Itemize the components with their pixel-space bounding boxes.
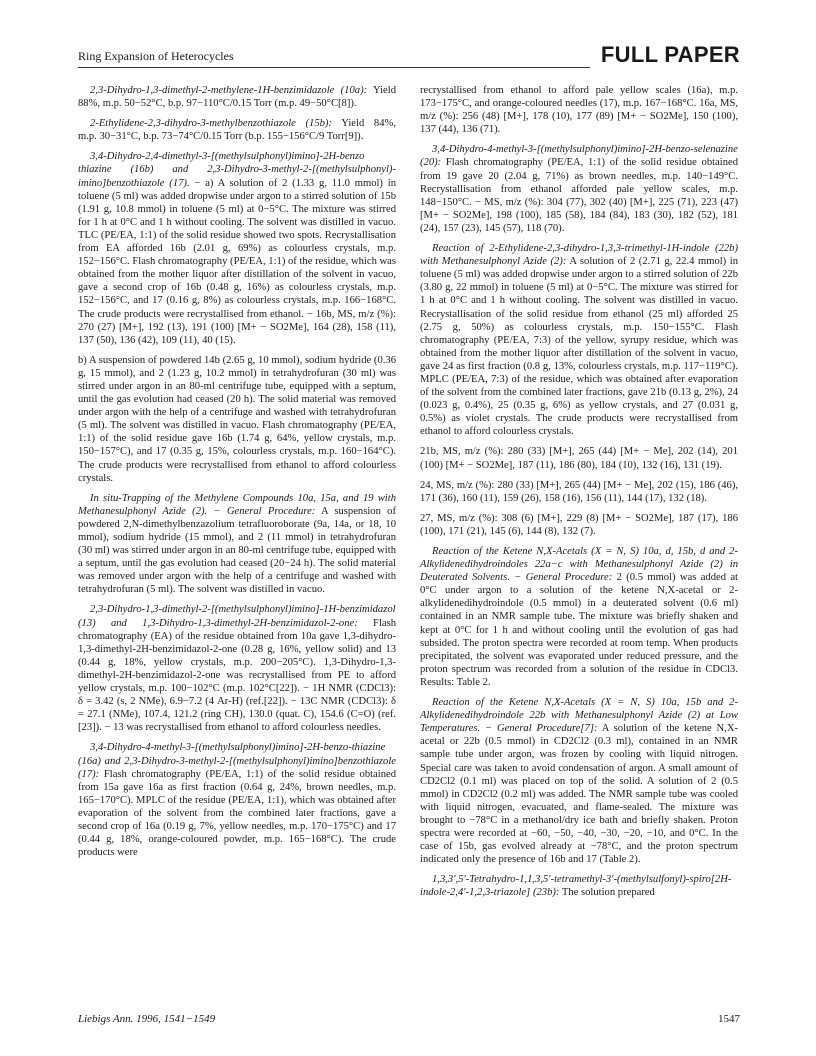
paragraph	[420, 545, 738, 689]
paragraph	[78, 117, 396, 143]
paragraph-heading: 2-Ethylidene-2,3-dihydro-3-methylbenzothiazole (15b):	[90, 118, 332, 130]
paragraph-text: Flash chromatography (PE/EA, 1:1) of the solid residue obtained from 15a gave 16a as first fraction (0.64 g, 24%, brown needles, m.p. 165−170°C). MPLC of the residue (PE/EA, 1:1), which was obtained after evaporation of the solvent from the combined later fractions, gave a second crop of 16a (0.19 g, 7%, yellow needles, m.p. 170−175°C) and 17 (0.44 g, 18%, orange-coloured powder, m.p. 165−168°C). The crude products were	[78, 768, 396, 859]
paragraph-heading: 2,3-Dihydro-1,3-dimethyl-2-methylene-1H-benzimidazole (10a):	[90, 85, 368, 96]
paragraph-heading: 3,4-Dihydro-2,4-dimethyl-3-[(methylsulphonyl)imino]-2H-benzo thiazine (16b) and 2,3-Dihydro-3-methyl-2-[(methylsulphonyl)-imino]benzothiazole (17).	[78, 151, 396, 189]
paragraph	[420, 445, 738, 471]
paragraph-heading: Reaction of 2-Ethylidene-2,3-dihydro-1,3,3-trimethyl-1H-indole (22b) with Methanesulphonyl Azide (2):	[420, 243, 738, 268]
paragraph	[78, 603, 396, 734]
paragraph-text: recrystallised from ethanol to afford pale yellow scales (16a), m.p. 173−175°C, and orange-coloured needles (17), m.p. 167−168°C. 16a, MS, m/z (%): 256 (48) [M+], 178 (10), 177 (89) [M+ − SO2Me], 150 (100), 137 (44), 136 (71).	[420, 85, 738, 136]
paragraph-heading: 2,3-Dihydro-1,3-dimethyl-2-[(methylsulphonyl)imino]-1H-benzimidazol (13) and 1,3-Dihydro-1,3-dimethyl-2H-benzimidazol-2-one:	[78, 604, 396, 629]
paragraph	[420, 479, 738, 505]
header-rule	[78, 67, 590, 68]
paragraph-heading: 1,3,3′,5′-Tetrahydro-1,1,3,5′-tetramethyl-3′-(methylsulfonyl)-spiro[2H-indole-2,4′-1,2,3-triazole] (23b):	[420, 874, 732, 899]
paragraph-text: A solution of 2 (2.71 g, 22.4 mmol) in toluene (5 ml) was added dropwise under argon to a stirred solution of 22b (3.80 g, 22 mmol) in toluene (5 ml) at 0−5°C. The mixture was stirred for 1 h at 0°C and 1 h without cooling. The solvent was distilled in vacuo. Recrystallisation of the solid residue from ethanol (25 ml) afforded 25 (2.75 g, 50%) as colourless crystals, m.p. 150−155°C. Flash chromatography (PE/EA, 7:3) of the yellow, syrupy residue, which was obtained from the mother liquor after distillation of the solvent in vacuo, gave 24 as first fraction (0.8 g, 13%, colourless crystals, m.p. 117−119°C). MPLC (PE/EA, 7:3) of the residue, which was obtained after evaporation of the solvent from the combined later fractions, gave 21b (0.13 g, 2%), 24 (0.023 g, 0.4%), 25 (0.35 g, 6%) as yellow crystals, and 27 (0.031 g, 0.5%) as violet crystals. The crude products were recrystallised from ethanol to afford colourless crystals.	[420, 256, 738, 438]
paragraph-text: − a) A solution of 2 (1.33 g, 11.0 mmol) in toluene (5 ml) was added dropwise under argon to a stirred solution of 15b (1.91 g, 10.8 mmol) in toluene (5 ml) at 0−5°C. The mixture was stirred for 1 h at 0°C and 1 h without cooling. The solvent was distilled in vacuo. TLC (PE/EA, 1:1) of the solid residue showed two spots. Recrystallisation from EA afforded 16b (2.01 g, 69%) as colourless crystals, m.p. 152−156°C. Flash chromatography (PE/EA, 1:1) of the residue, which was obtained from the mother liquor after distillation of the solvent in vacuo, gave a second crop of 16b (0.48 g, 16%) as colourless crystals, m.p. 152−156°C, and 17 (0.16 g, 8%) as colourless crystals, m.p. 166−168°C. The crude products were recrystallised from ethanol. − 16b, MS, m/z (%): 270 (27) [M+], 192 (13), 191 (100) [M+ − SO2Me], 164 (28), 158 (11), 137 (50), 136 (42), 109 (11), 40 (15).	[78, 177, 396, 346]
paragraph	[420, 84, 738, 136]
paragraph-text: 24, MS, m/z (%): 280 (33) [M+], 265 (44) [M+ − Me], 202 (15), 186 (46), 171 (36), 160 (11), 159 (26), 158 (16), 156 (11), 144 (17), 132 (18).	[420, 479, 738, 504]
paragraph-heading: 3,4-Dihydro-4-methyl-3-[(methylsulphonyl)imino]-2H-benzo-selenazine (20):	[420, 144, 738, 169]
paragraph	[78, 84, 396, 110]
page-header	[78, 40, 740, 68]
paragraph-heading: 3,4-Dihydro-4-methyl-3-[(methylsulphonyl)imino]-2H-benzo-thiazine (16a) and 2,3-Dihydro-3-methyl-2-[(methylsulphonyl)imino]benzothiazole (17):	[78, 742, 396, 780]
paragraph-heading: Reaction of the Ketene N,X-Acetals (X = N, S) 10a, d, 15b, d and 2-Alkylidenedihydroindoles 22a−c with Methanesulphonyl Azide (2) in Deuterated Solvents. − General Procedure:	[420, 546, 738, 584]
paragraph-heading: In situ-Trapping of the Methylene Compounds 10a, 15a, and 19 with Methanesulphonyl Azide (2). − General Procedure:	[78, 492, 396, 517]
paragraph	[420, 512, 738, 538]
paragraph-text: 21b, MS, m/z (%): 280 (33) [M+], 265 (44) [M+ − Me], 202 (14), 201 (100) [M+ − SO2Me], 187 (11), 186 (80), 184 (10), 132 (16), 131 (19).	[420, 446, 738, 471]
paragraph	[420, 242, 738, 438]
paragraph	[420, 143, 738, 235]
paragraph-text: Flash chromatography (PE/EA, 1:1) of the solid residue obtained from 19 gave 20 (2.04 g, 71%) as brown needles, m.p. 140−149°C. Recrystallisation from ethanol afforded pale yellow scales, m.p. 148−150°C. − MS, m/z (%): 304 (77), 302 (40) [M+], 225 (71), 223 (47) [M+ − SO2Me], 198 (100), 185 (58), 184 (84), 183 (30), 182 (52), 181 (24), 157 (23), 145 (57), 118 (70).	[420, 157, 738, 234]
left-column	[78, 84, 396, 866]
paragraph	[78, 354, 396, 485]
paragraph	[420, 873, 738, 899]
paragraph-text: A solution of the ketene N,X-acetal or 22b (0.5 mmol) in CD2Cl2 (0.3 ml), contained in an NMR sample tube under argon, was frozen by cooling with liquid nitrogen. Special care was taken to avoid condensation of argon. A small amount of CD2Cl2 (0.1 ml) was placed on top of the solid. A solution of 2 (0.5 mmol) in CD2Cl2 (0.2 ml) was added. The NMR sample tube was cooled with liquid nitrogen, evacuated, and flame-sealed. The mixture was brought to −78°C in a methanol/dry ice bath and briefly shaken. Proton spectra were recorded at −60, −50, −40, −30, −20, −10, and 0°C. In the case of 15b, gas evolved already at −78°C, and the proton spectrum indicated only the presence of 16b and 17 (Table 2).	[420, 723, 739, 866]
paragraph-heading: Reaction of the Ketene N,X-Acetals (X = N, S) 10a, 15b and 2-Alkylidenedihydroindole 22b with Methanesulphonyl Azide (2) at Low Temperatures. − General Procedure[7]:	[420, 697, 738, 735]
journal-citation: Liebigs Ann. 1996, 1541−1549	[78, 1013, 216, 1025]
paragraph-text: Yield 88%, m.p. 50−52°C, b.p. 97−110°C/0.15 Torr (m.p. 49−50°C[8]).	[78, 85, 396, 110]
page-number: 1547	[718, 1013, 740, 1025]
running-title: Ring Expansion of Heterocycles	[78, 49, 234, 63]
paragraph	[420, 696, 738, 866]
paragraph	[78, 150, 396, 346]
paragraph-text: A suspension of powdered 2,N-dimethylbenzazolium tetrafluoroborate (9a, 14a, or 18, 10 mmol), sodium hydride (15 mmol), and 2 (11 mmol) in tetrahydrofuran (30 ml) was stirred under argon in an 80-ml centrifuge tube, equipped with a septum, until the gas evolution had ceased (20−24 h). The solid material was removed under argon with the help of a centrifuge and washed with tetrahydrofuran (5 ml). The solvent was distilled in vacuo.	[78, 505, 396, 596]
paragraph-text: 27, MS, m/z (%): 308 (6) [M+], 229 (8) [M+ − SO2Me], 187 (17), 186 (100), 171 (21), 145 (6), 144 (8), 132 (7).	[420, 512, 738, 537]
paragraph-text: b) A suspension of powdered 14b (2.65 g, 10 mmol), sodium hydride (0.36 g, 15 mmol), and 2 (1.23 g, 10.2 mmol) in tetrahydrofuran (30 ml) was stirred under argon in an 80-ml centrifuge tube, equipped with a septum, until the gas evolution had ceased (20 h). The solid material was removed under argon with the help of a centrifuge and washed with tetrahydrofuran (5 ml). The solvent was distilled in vacuo. Flash chromatography (PE/EA, 1:1) of the solid residue gave 16b (1.74 g, 64%, yellow crystals, m.p. 150−157°C), and 17 (0.35 g, 15%, colourless crystals, m.p. 160−164°C). The crude products were recrystallised from ethanol to afford colourless crystals.	[78, 354, 396, 484]
paragraph-text: 2 (0.5 mmol) was added at 0°C under argon to a solution of the ketene N,X-acetal or 2-alkylidenedihydroindole (0.5 mmol) in a deuterated solvent (0.6 ml) contained in an NMR sample tube. The mixture was briefly shaken and kept at 0°C for 1 h and without cooling until the evolution of gas had subsided. The proton spectra were recorded at room temp. When products precipitated, the solvent was evaporated under reduced pressure, and the proton spectrum was recorded from a solution of the residue in CDCl3. Results: Table 2.	[420, 572, 738, 688]
right-column	[420, 84, 738, 906]
paragraph-text: Yield 84%, m.p. 30−31°C, b.p. 73−74°C/0.15 Torr (b.p. 155−156°C/9 Torr[9]).	[78, 118, 396, 143]
paragraph-text: Flash chromatography (EA) of the residue obtained from 10a gave 1,3-dihydro-1,3-dimethyl-2H-benzimidazol-2-one (0.28 g, 16%, yellow solid) and 13 (0.44 g, 18%, yellow crystals, m.p. 200−205°C). 1,3-Dihydro-1,3-dimethyl-2H-benzimidazol-2-one was recrystallised from PE to afford yellow crystals, m.p. 100−102°C (m.p. 102°C[22]). − 1H NMR (CDCl3): δ = 3.42 (s, 2 NMe), 6.9−7.2 (4 Ar-H) (ref.[22]). − 13C NMR (CDCl3): δ = 27.1 (NMe), 107.4, 121.2 (ring CH), 130.0 (quat. C), 154.6 (C=O) (ref.[23]). − 13 was recrystallised from ethanol to afford colourless needles.	[78, 617, 397, 734]
paragraph	[78, 741, 396, 859]
section-label: FULL PAPER	[600, 42, 740, 67]
paragraph-text: The solution prepared	[559, 887, 655, 899]
paragraph	[78, 492, 396, 597]
